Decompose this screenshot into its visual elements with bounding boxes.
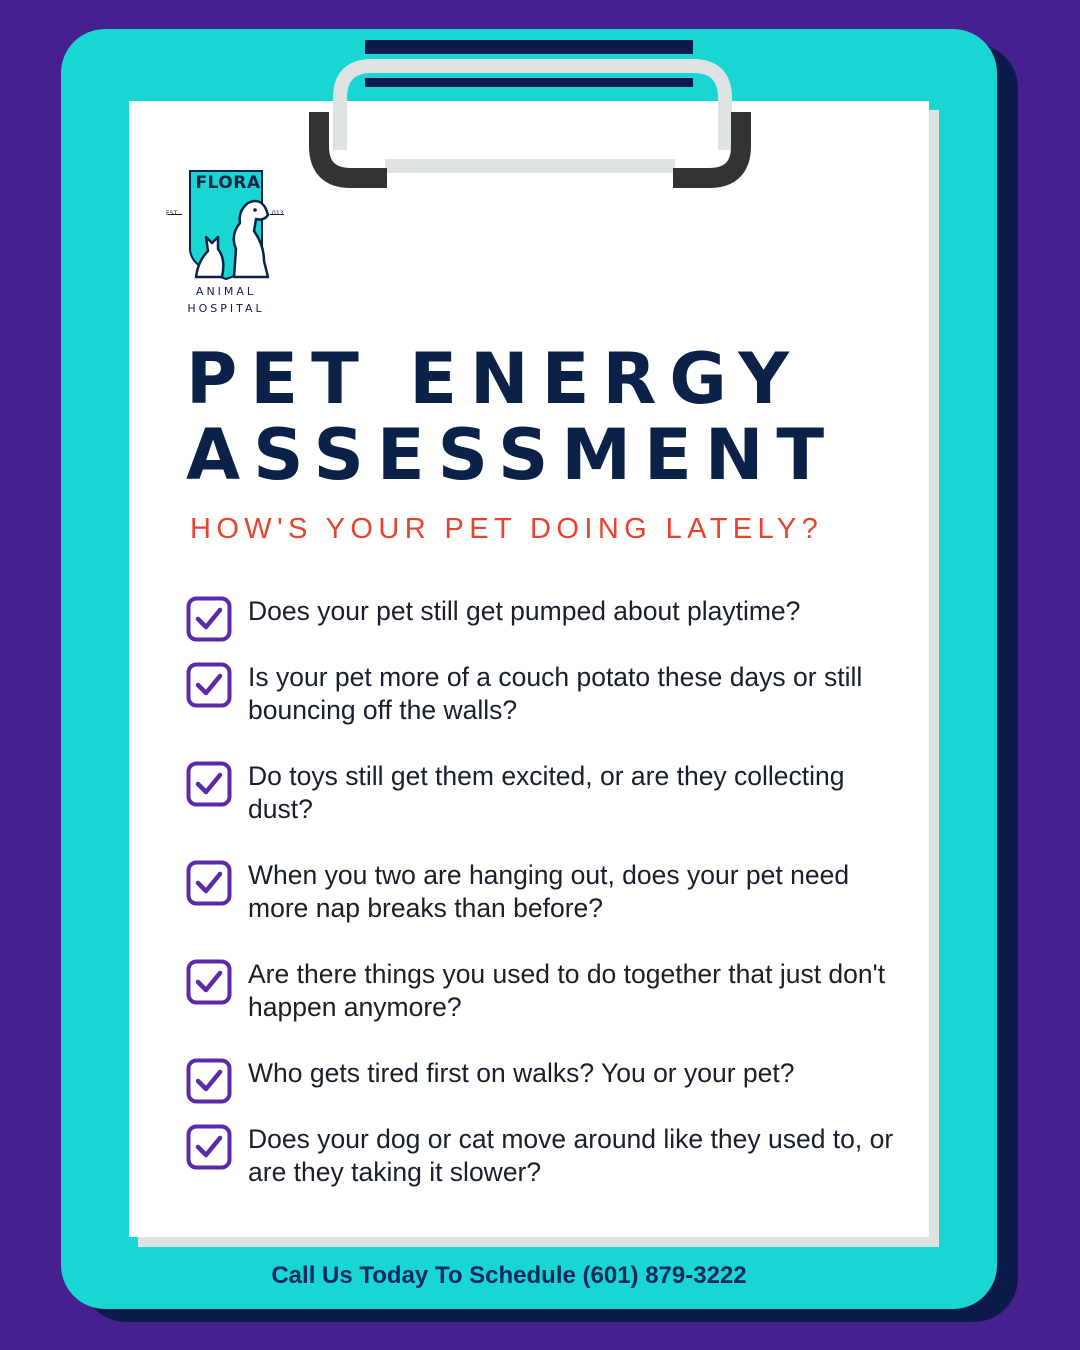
clipboard-clip-icon [305,38,755,188]
checklist-item-text: Does your pet still get pumped about playtime? [248,596,801,626]
page-title-line1: PET ENERGY [186,338,802,420]
logo-wordmark: FLORA [195,173,261,193]
checklist-item-text: Does your dog or cat move around like they used to, or are they taking it slower? [248,1124,894,1187]
logo-year-label: 013 [272,210,284,217]
checkbox-checked-icon [186,662,232,708]
checkbox-checked-icon [186,761,232,807]
checklist-item-text: Who gets tired first on walks? You or your pet? [248,1058,795,1088]
checklist-item-text: When you two are hanging out, does your pet need more nap breaks than before? [248,860,850,923]
checkbox-checked-icon [186,1058,232,1104]
checkbox-checked-icon [186,959,232,1005]
page-subtitle: HOW'S YOUR PET DOING LATELY? [190,513,824,545]
checklist-item-text: Do toys still get them excited, or are they collecting dust? [248,761,845,824]
checkbox-checked-icon [186,1124,232,1170]
checkbox-checked-icon [186,860,232,906]
logo-subtitle-line1: ANIMAL [195,285,257,298]
checkbox-checked-icon [186,596,232,642]
checklist-item-text: Are there things you used to do together that just don't happen anymore? [248,959,886,1022]
logo-est-label: EST [166,210,178,217]
call-to-action: Call Us Today To Schedule (601) 879-3222 [271,1262,747,1289]
checklist-item-text: Is your pet more of a couch potato these days or still bouncing off the walls? [248,662,863,725]
page-title-line2: ASSESSMENT [186,414,838,496]
logo-subtitle-line2: HOSPITAL [187,302,265,315]
